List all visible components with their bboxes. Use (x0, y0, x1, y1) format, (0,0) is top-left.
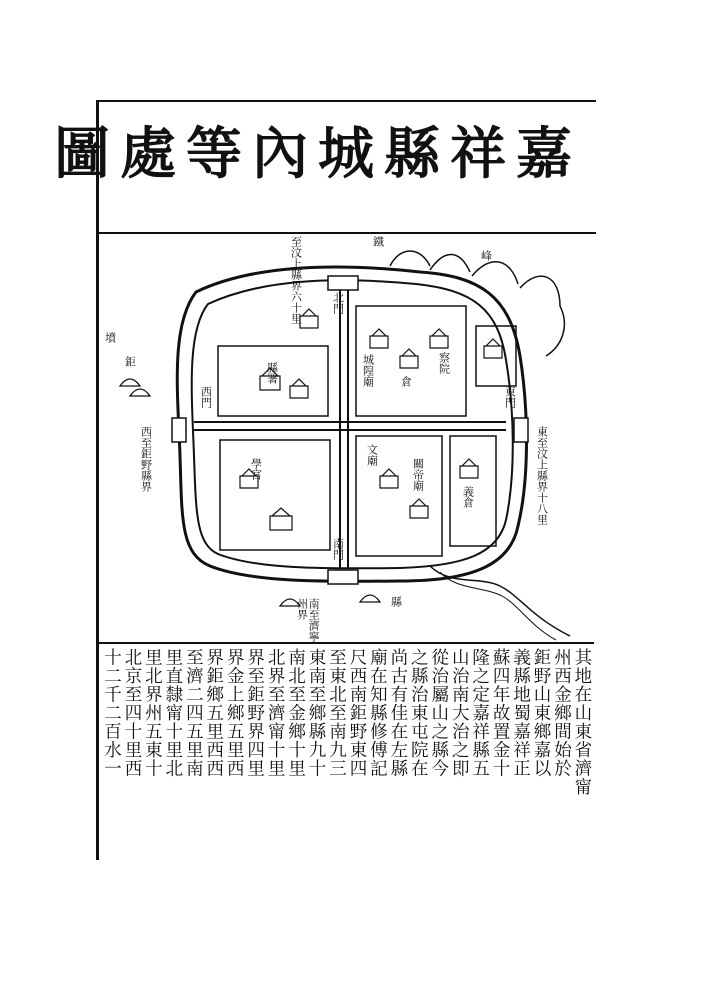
building-label-censorate: 察院 (437, 352, 451, 374)
text-column: 鉅野山東鄉嘉以 (531, 648, 552, 778)
map-label-north-2: 鐵 (371, 236, 385, 247)
text-column: 義縣地蜀嘉祥正 (510, 648, 531, 778)
east-gate (514, 418, 528, 442)
building-label-east-gate: 東門 (503, 386, 517, 408)
map-label-east: 東至汶上縣界十八里 (535, 426, 549, 525)
building-label-north-gate: 北門 (331, 292, 345, 314)
map-label-west: 西至鉅野縣界 (139, 426, 153, 492)
page-title: 嘉祥縣城內等處圖 (54, 121, 582, 187)
building-label-school: 學宮 (249, 458, 263, 480)
building-label-charity: 義倉 (461, 486, 475, 508)
city-map-drawing (100, 236, 594, 642)
text-column: 十二千二百水一 (101, 648, 122, 778)
map-label-south-2: 縣 (389, 596, 403, 607)
text-column: 州西金鄉間始於 (551, 648, 572, 778)
text-column: 南北至金鄉十里 (285, 648, 306, 778)
compound-left-bottom (220, 440, 330, 550)
text-column: 里直隸甯十里北 (162, 648, 183, 778)
text-column: 從治屬山之縣今 (428, 648, 449, 778)
building-label-temple: 城隍廟 (361, 354, 375, 387)
building-label-west-gate: 西門 (199, 386, 213, 408)
text-column: 界鉅鄉五里西西 (203, 648, 224, 778)
map-label-west-2: 墳 (103, 332, 117, 343)
text-column: 東南至鄉縣九十 (306, 648, 327, 778)
text-column: 隆之定嘉祥縣五 (469, 648, 490, 778)
south-gate (328, 570, 358, 584)
description-text (98, 642, 594, 856)
title-bar (54, 100, 596, 234)
text-column: 至濟二四五里南 (183, 648, 204, 778)
text-column: 尺西南鉅野東四 (346, 648, 367, 778)
text-column: 里北界州五東十 (142, 648, 163, 778)
map-label-north-3: 峰 (479, 250, 493, 261)
text-column: 廟在知縣修傅記 (367, 648, 388, 778)
text-column: 北京至四十里西 (121, 648, 142, 778)
text-column: 界至鉅野界四里 (244, 648, 265, 778)
city-wall-outer (177, 267, 526, 581)
north-gate (328, 276, 358, 290)
city-map (100, 236, 594, 642)
compound-east (476, 326, 516, 386)
text-column: 界金上鄉五里西 (224, 648, 245, 778)
text-column: 至東北至南九三 (326, 648, 347, 778)
text-column: 山治南大治之即 (449, 648, 470, 778)
text-column: 之縣治東屯院在 (408, 648, 429, 778)
west-gate (172, 418, 186, 442)
city-wall-inner (192, 280, 513, 568)
building-label-granary: 倉 (399, 376, 413, 387)
tomb-west (120, 379, 150, 396)
map-label-north: 至汶上縣界六十里 (289, 236, 303, 324)
map-label-west-3: 鉅 (123, 356, 137, 367)
text-column: 尚古有佳在左縣 (387, 648, 408, 778)
map-label-south: 南至濟寧州界 (295, 598, 321, 642)
text-column: 其地在山東省濟甯 (571, 648, 592, 796)
building-label-guandi: 關帝廟 (411, 458, 425, 491)
tomb-south (280, 595, 380, 606)
building-label-confucian: 文廟 (365, 444, 379, 466)
river-bank (440, 572, 556, 640)
building-label-south-gate: 南門 (331, 538, 345, 560)
text-column: 北界至濟甯十里 (265, 648, 286, 778)
text-column: 蘇四年故置金十 (490, 648, 511, 778)
building-label-yamen: 縣署 (265, 362, 279, 384)
